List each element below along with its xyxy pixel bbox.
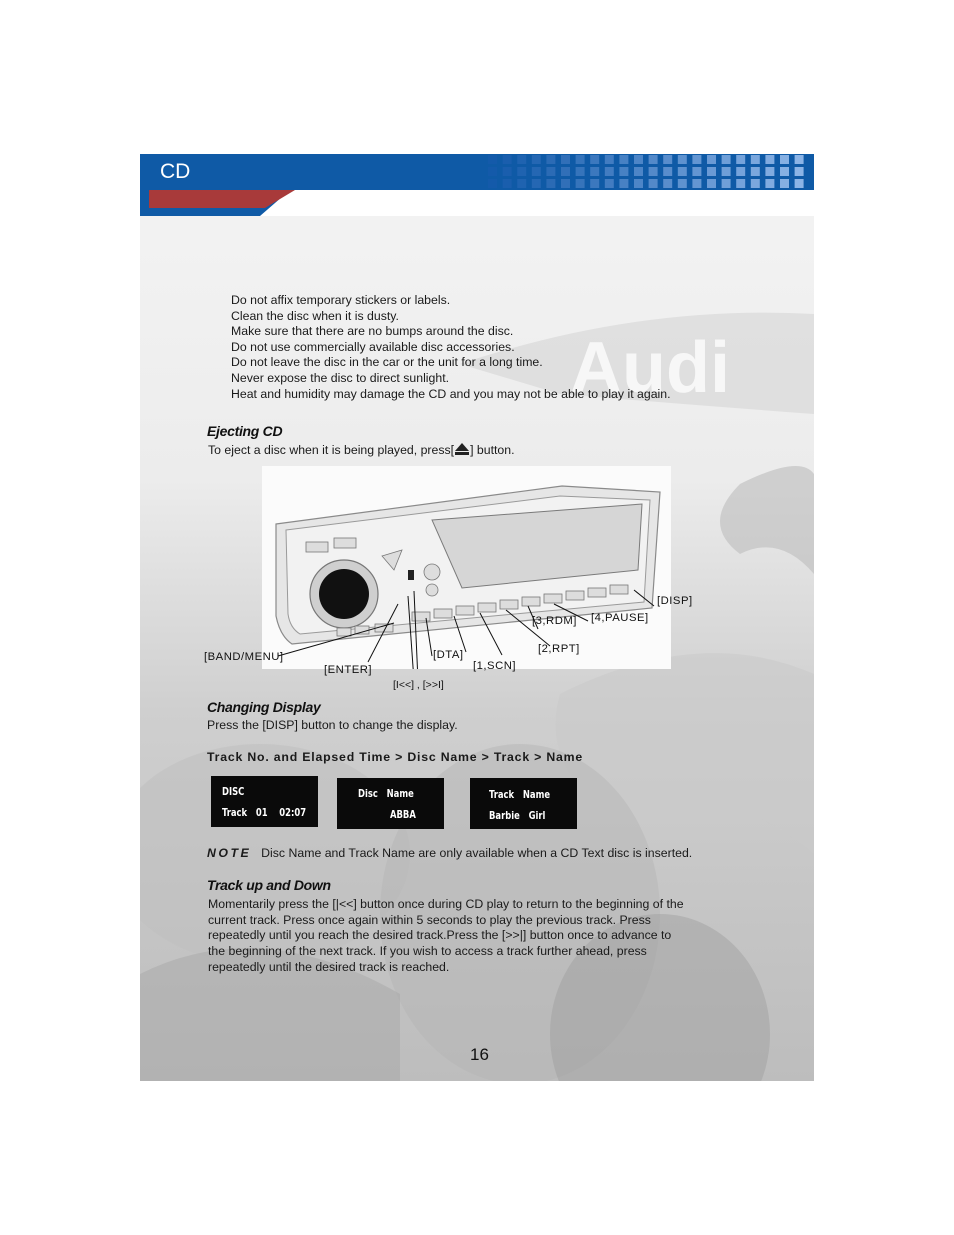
callout-band-menu: [BAND/MENU] xyxy=(204,651,284,663)
header-dot xyxy=(751,167,760,176)
header-dot xyxy=(590,179,599,188)
callout-rpt: [2,RPT] xyxy=(538,643,580,655)
header-dot xyxy=(649,179,658,188)
header-dot xyxy=(795,179,804,188)
header-dot xyxy=(488,155,497,164)
header-dot xyxy=(663,155,672,164)
header-dot xyxy=(590,155,599,164)
display-sequence: Track No. and Elapsed Time > Disc Name > Track > Name xyxy=(207,750,584,764)
header-dot xyxy=(649,167,658,176)
paragraph-line: current track. Press once again within 5 seconds to play the previous track. Press xyxy=(208,912,651,927)
callout-rdm: [3,RDM] xyxy=(532,615,577,627)
changing-display-text: Press the [DISP] button to change the display. xyxy=(207,718,458,732)
header-dot xyxy=(532,167,541,176)
list-item: Do not affix temporary stickers or labels. xyxy=(231,293,451,307)
header-dot xyxy=(707,179,716,188)
note xyxy=(207,846,692,860)
header-dot xyxy=(576,179,585,188)
paragraph-line: repeatedly until you reach the desired track.Press the [>>|] button once to advance to xyxy=(208,928,672,943)
lcd-screen xyxy=(337,778,444,829)
callout-track-skip: [I<<] , [>>I] xyxy=(393,679,444,691)
header-dot xyxy=(692,155,701,164)
header-dot xyxy=(722,155,731,164)
header-dot xyxy=(722,167,731,176)
eject-text-after: ] button. xyxy=(470,443,515,457)
list-item: Never expose the disc to direct sunlight. xyxy=(231,370,450,385)
header-dot xyxy=(605,155,614,164)
header-dot xyxy=(576,167,585,176)
paragraph-line: Momentarily press the [|<<] button once during CD play to return to the beginning of the xyxy=(208,897,684,911)
eject-instruction xyxy=(208,442,515,461)
car-stereo-illustration xyxy=(262,466,671,669)
lcd-line: Disc Name xyxy=(358,787,414,800)
car-stereo-diagram xyxy=(262,466,671,669)
header-dot xyxy=(634,155,643,164)
header-dot xyxy=(795,155,804,164)
list-item: Make sure that there are no bumps around the disc. xyxy=(231,324,514,339)
list-item: Clean the disc when it is dusty. xyxy=(231,308,399,323)
header-dot xyxy=(780,155,789,164)
header-dot xyxy=(678,167,687,176)
header-dot xyxy=(605,167,614,176)
paragraph-line: repeatedly until the desired track is reached. xyxy=(208,959,450,974)
list-item: Heat and humidity may damage the CD and you may not be able to play it again. xyxy=(231,386,671,401)
callout-enter: [ENTER] xyxy=(324,664,373,676)
note-text: Disc Name and Track Name are only available when a CD Text disc is inserted. xyxy=(261,846,693,860)
lcd-line: Track 01 02:07 xyxy=(222,806,307,819)
eject-icon xyxy=(454,442,470,461)
header-dot xyxy=(561,167,570,176)
track-up-down-heading: Track up and Down xyxy=(207,877,331,893)
header-dot xyxy=(707,167,716,176)
callout-disp: [DISP] xyxy=(657,595,693,607)
callout-scn: [1,SCN] xyxy=(473,660,517,672)
section-title: CD xyxy=(160,160,191,183)
eject-text-before: To eject a disc when it is being played, press[ xyxy=(208,443,455,457)
header-dot xyxy=(546,155,555,164)
header-dot xyxy=(692,167,701,176)
track-up-down-text xyxy=(208,897,684,976)
header-dot xyxy=(532,155,541,164)
list-item: Do not use commercially available disc accessories. xyxy=(231,339,515,354)
note-label: NOTE xyxy=(207,846,252,860)
header-dot xyxy=(488,179,497,188)
header-dot xyxy=(503,155,512,164)
header-dot xyxy=(503,167,512,176)
list-item: Do not leave the disc in the car or the unit for a long time. xyxy=(231,355,543,370)
header-dot xyxy=(707,155,716,164)
header-dot xyxy=(561,179,570,188)
svg-text:Audi: Audi xyxy=(570,328,730,408)
header-dot xyxy=(649,155,658,164)
header-dot xyxy=(532,179,541,188)
callout-dta: [DTA] xyxy=(433,649,464,661)
ejecting-heading: Ejecting CD xyxy=(207,423,283,439)
header-dot xyxy=(663,179,672,188)
header-dot xyxy=(663,167,672,176)
header-dot xyxy=(751,155,760,164)
header-dot xyxy=(736,167,745,176)
header-dot xyxy=(517,167,526,176)
callout-pause: [4,PAUSE] xyxy=(591,612,649,624)
header-dot xyxy=(605,179,614,188)
page-number: 16 xyxy=(470,1045,489,1064)
lcd-line: ABBA xyxy=(390,808,416,821)
header-dot xyxy=(736,179,745,188)
header-dot xyxy=(780,167,789,176)
manual-page xyxy=(140,154,814,1081)
header-dot xyxy=(517,179,526,188)
header-dot xyxy=(678,155,687,164)
header-dot xyxy=(546,167,555,176)
lcd-line: Barbie Girl xyxy=(489,809,546,822)
header-dot xyxy=(765,155,774,164)
header-dot xyxy=(692,179,701,188)
header-dot xyxy=(780,179,789,188)
header-dot xyxy=(590,167,599,176)
header-dot xyxy=(576,155,585,164)
lcd-line: Track Name xyxy=(489,788,551,801)
header-dot xyxy=(765,167,774,176)
header-dot xyxy=(619,167,628,176)
lcd-screen xyxy=(470,778,577,829)
header-dot xyxy=(517,155,526,164)
header-dot xyxy=(736,155,745,164)
lcd-line: DISC xyxy=(222,785,245,798)
header-dot xyxy=(795,167,804,176)
header-dot xyxy=(722,179,731,188)
header-dot xyxy=(678,179,687,188)
disc-care-list xyxy=(231,293,671,402)
header-dot xyxy=(619,155,628,164)
header-dot xyxy=(561,155,570,164)
header-dot xyxy=(634,179,643,188)
header-dot xyxy=(634,167,643,176)
header-bar xyxy=(140,154,814,216)
header-dot xyxy=(488,167,497,176)
lcd-screen xyxy=(211,776,318,827)
header-dot xyxy=(546,179,555,188)
changing-display-heading: Changing Display xyxy=(207,699,321,715)
paragraph-line: the beginning of the next track. If you wish to access a track further ahead, press xyxy=(208,944,647,959)
header-dot xyxy=(619,179,628,188)
header-dot xyxy=(751,179,760,188)
header-dot xyxy=(765,179,774,188)
header-dot xyxy=(503,179,512,188)
